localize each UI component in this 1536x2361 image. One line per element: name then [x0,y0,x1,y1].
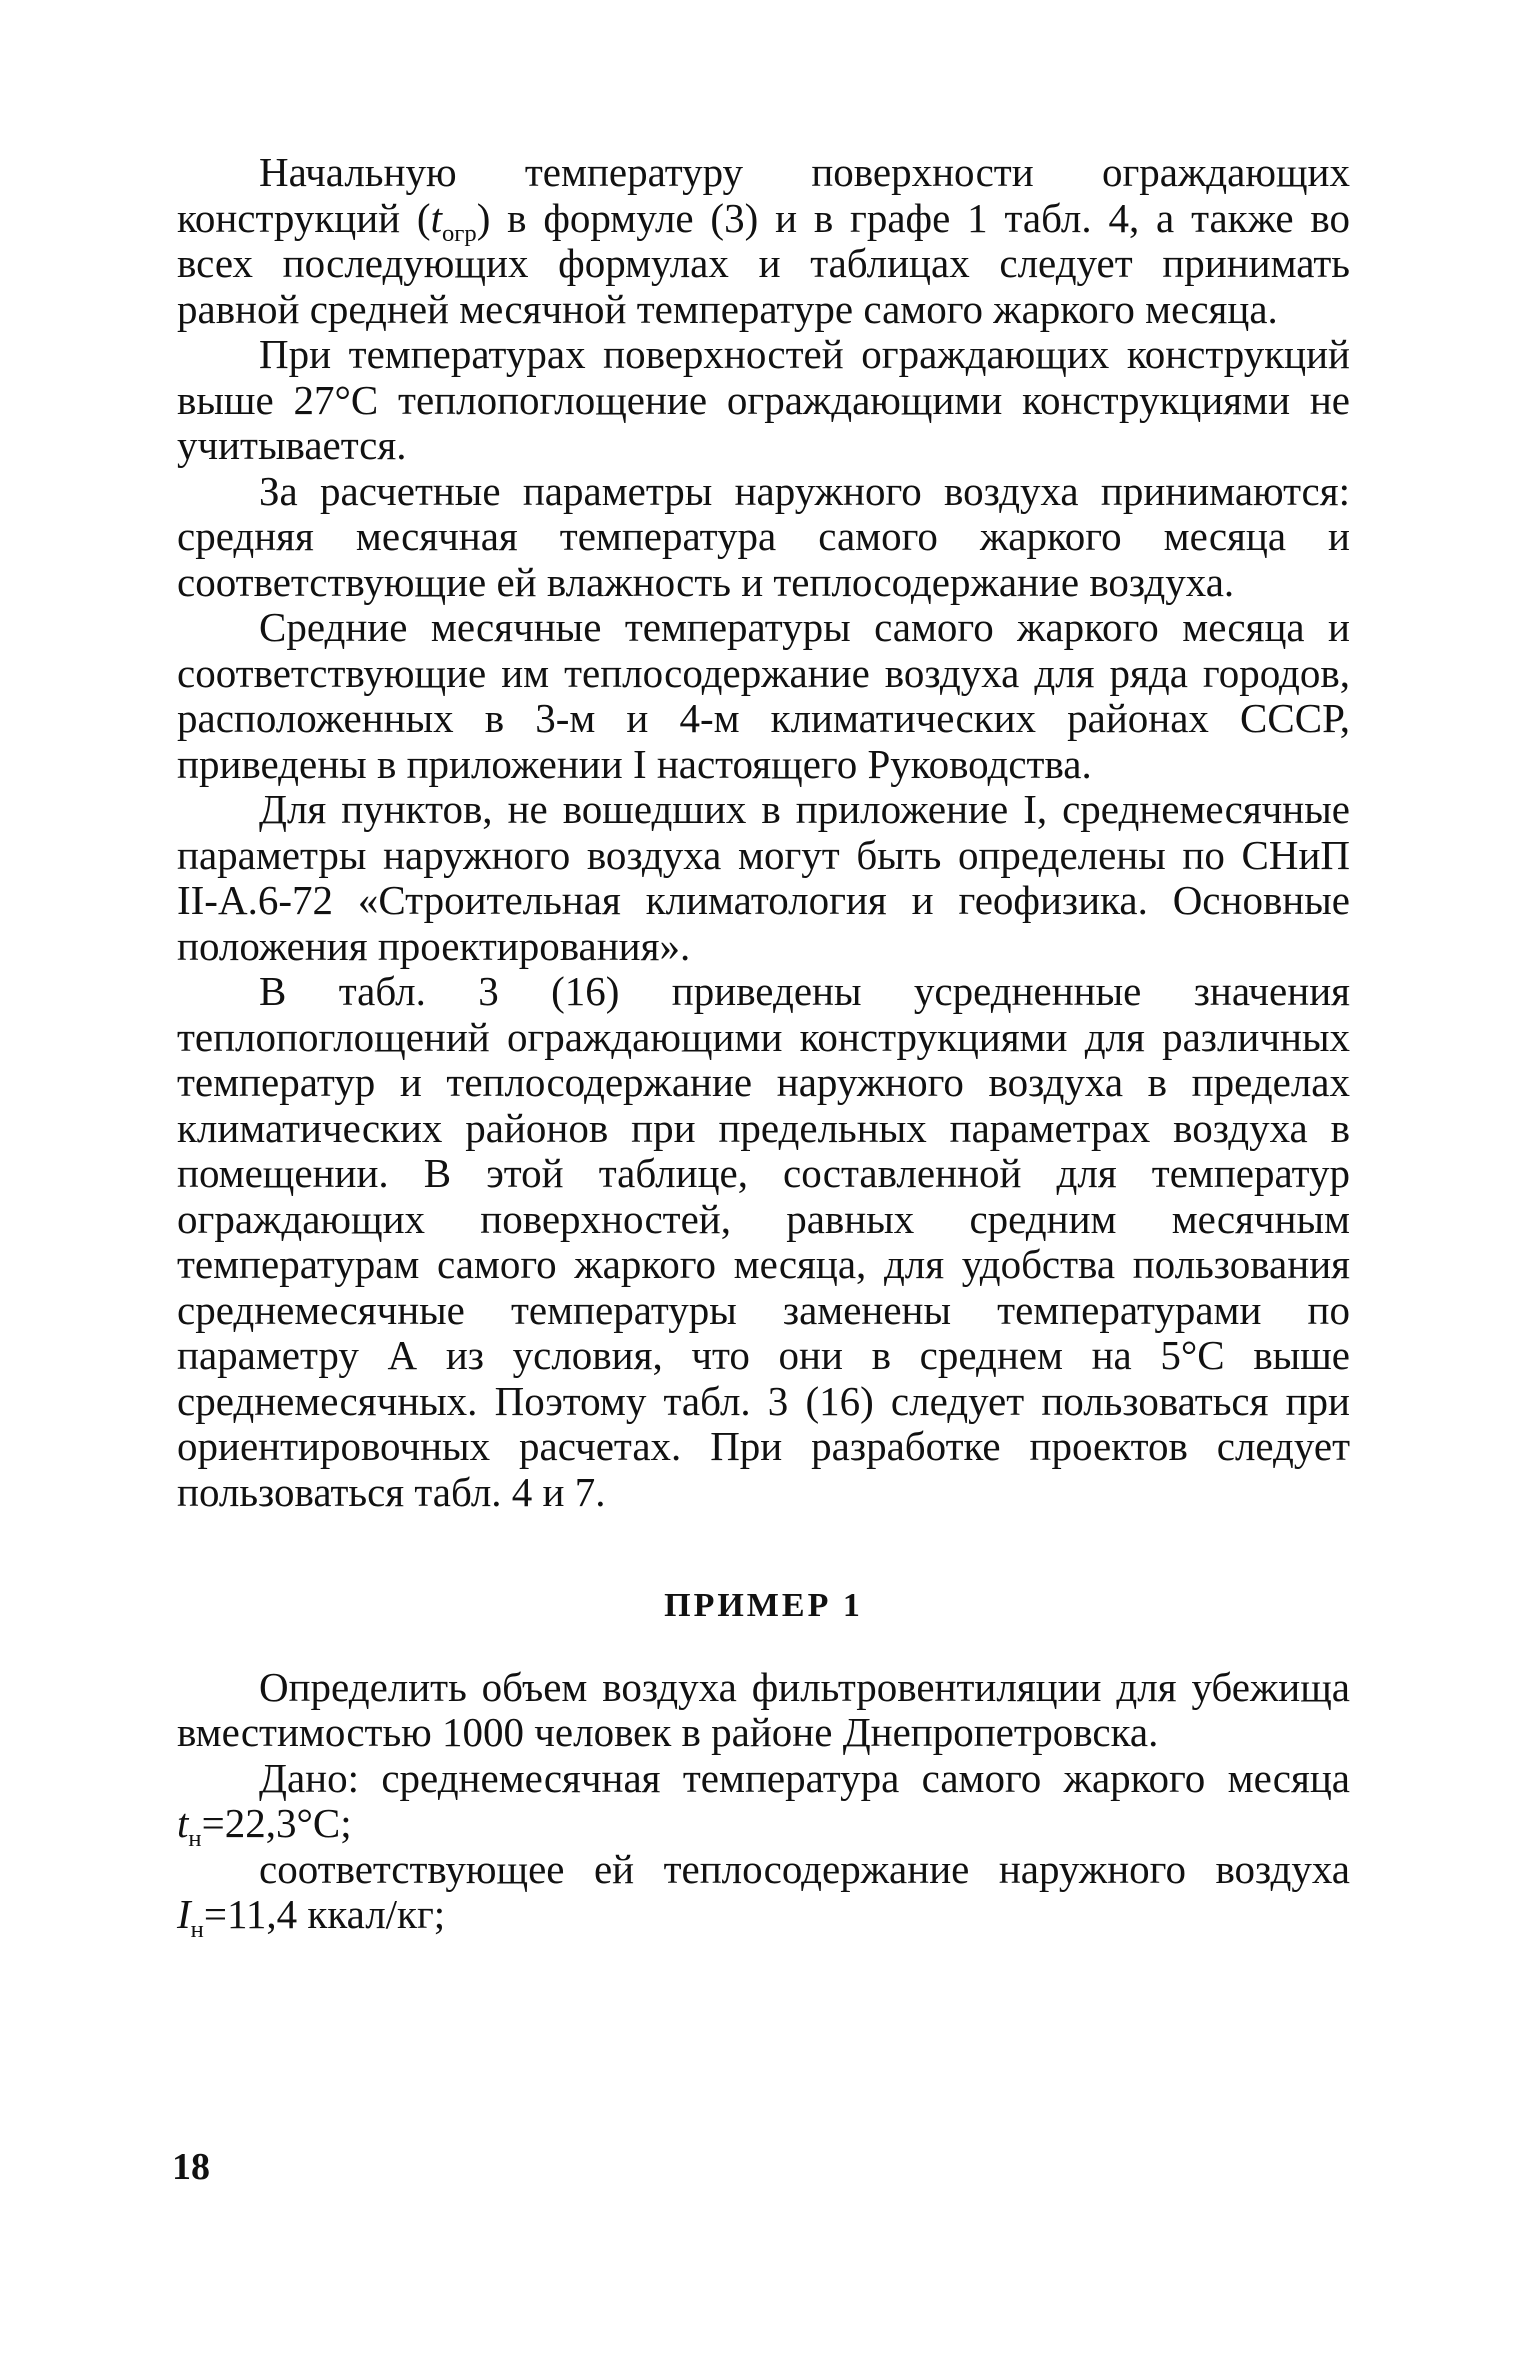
given-text: Дано: среднемесячная температура самого жаркого месяца [259,1754,1350,1801]
variable-subscript: н [190,1916,204,1944]
page-body [177,149,1350,1944]
example-heading: ПРИМЕР 1 [664,1587,863,1624]
variable-t: t [177,1800,189,1846]
example-given-heat-content [177,1845,1350,1944]
given-value: =22,3°C; [201,1800,352,1846]
paragraph-text: Начальную температуру поверхности ограждающих конструкций ( [177,149,1350,241]
paragraph-heat-absorption: При температурах поверхностей ограждающих конструкций выше 27°C теплопоглощение ограждающими конструкциями не учитывается. [177,331,1350,468]
paragraph-initial-temperature [177,150,1350,332]
example-task: Определить объем воздуха фильтровентиляции для убежища вместимостью 1000 человек в районе Днепропетровска. [177,1663,1350,1755]
example-given-temperature [177,1754,1350,1853]
paragraph-table-3: В табл. 3 (16) приведены усредненные значения теплопоглощений ограждающими конструкциями для различных температур и теплосодержание наружного воздуха в пределах климатических районов при предельных параметрах воздуха в помещении. В этой таблице, составленной для температур ограждающих поверхностей, равных средним месячным температурам самого жаркого месяца, для удобства пользования среднемесячные температуры заменены температурами по параметру А из условия, что они в среднем на 5°C выше среднемесячных. Поэтому табл. 3 (16) следует пользоваться при ориентировочных расчетах. При разработке проектов следует пользоваться табл. 4 и 7. [177,968,1350,1515]
given-value: =11,4 ккал/кг; [203,1891,446,1937]
paragraph-text: ) в формуле (3) и в графе 1 табл. 4, а также во всех последующих формулах и таблицах следует принимать равной средней месячной температуре самого жаркого месяца. [177,194,1350,332]
paragraph-design-parameters: За расчетные параметры наружного воздуха принимаются: средняя месячная температура самого жаркого месяца и соответствующие ей влажность и теплосодержание воздуха. [177,467,1350,605]
paragraph-mean-temperatures: Средние месячные температуры самого жаркого месяца и соответствующие им теплосодержание воздуха для ряда городов, расположенных в 3-м и 4-м климатических районах СССР, приведены в приложении I настоящего Руководства. [177,604,1350,787]
page-number: 18 [172,2146,210,2188]
paragraph-snip-reference: Для пунктов, не вошедших в приложение I, среднемесячные параметры наружного воздуха могут быть определены по СНиП II-А.6-72 «Строительная климатология и геофизика. Основные положения проектирования». [177,786,1350,969]
given-text: соответствующее ей теплосодержание наружного воздуха [259,1845,1350,1892]
variable-subscript: огр [442,219,477,247]
variable-i: I [177,1891,191,1937]
variable-subscript: н [188,1825,202,1853]
variable-t: t [430,194,442,241]
